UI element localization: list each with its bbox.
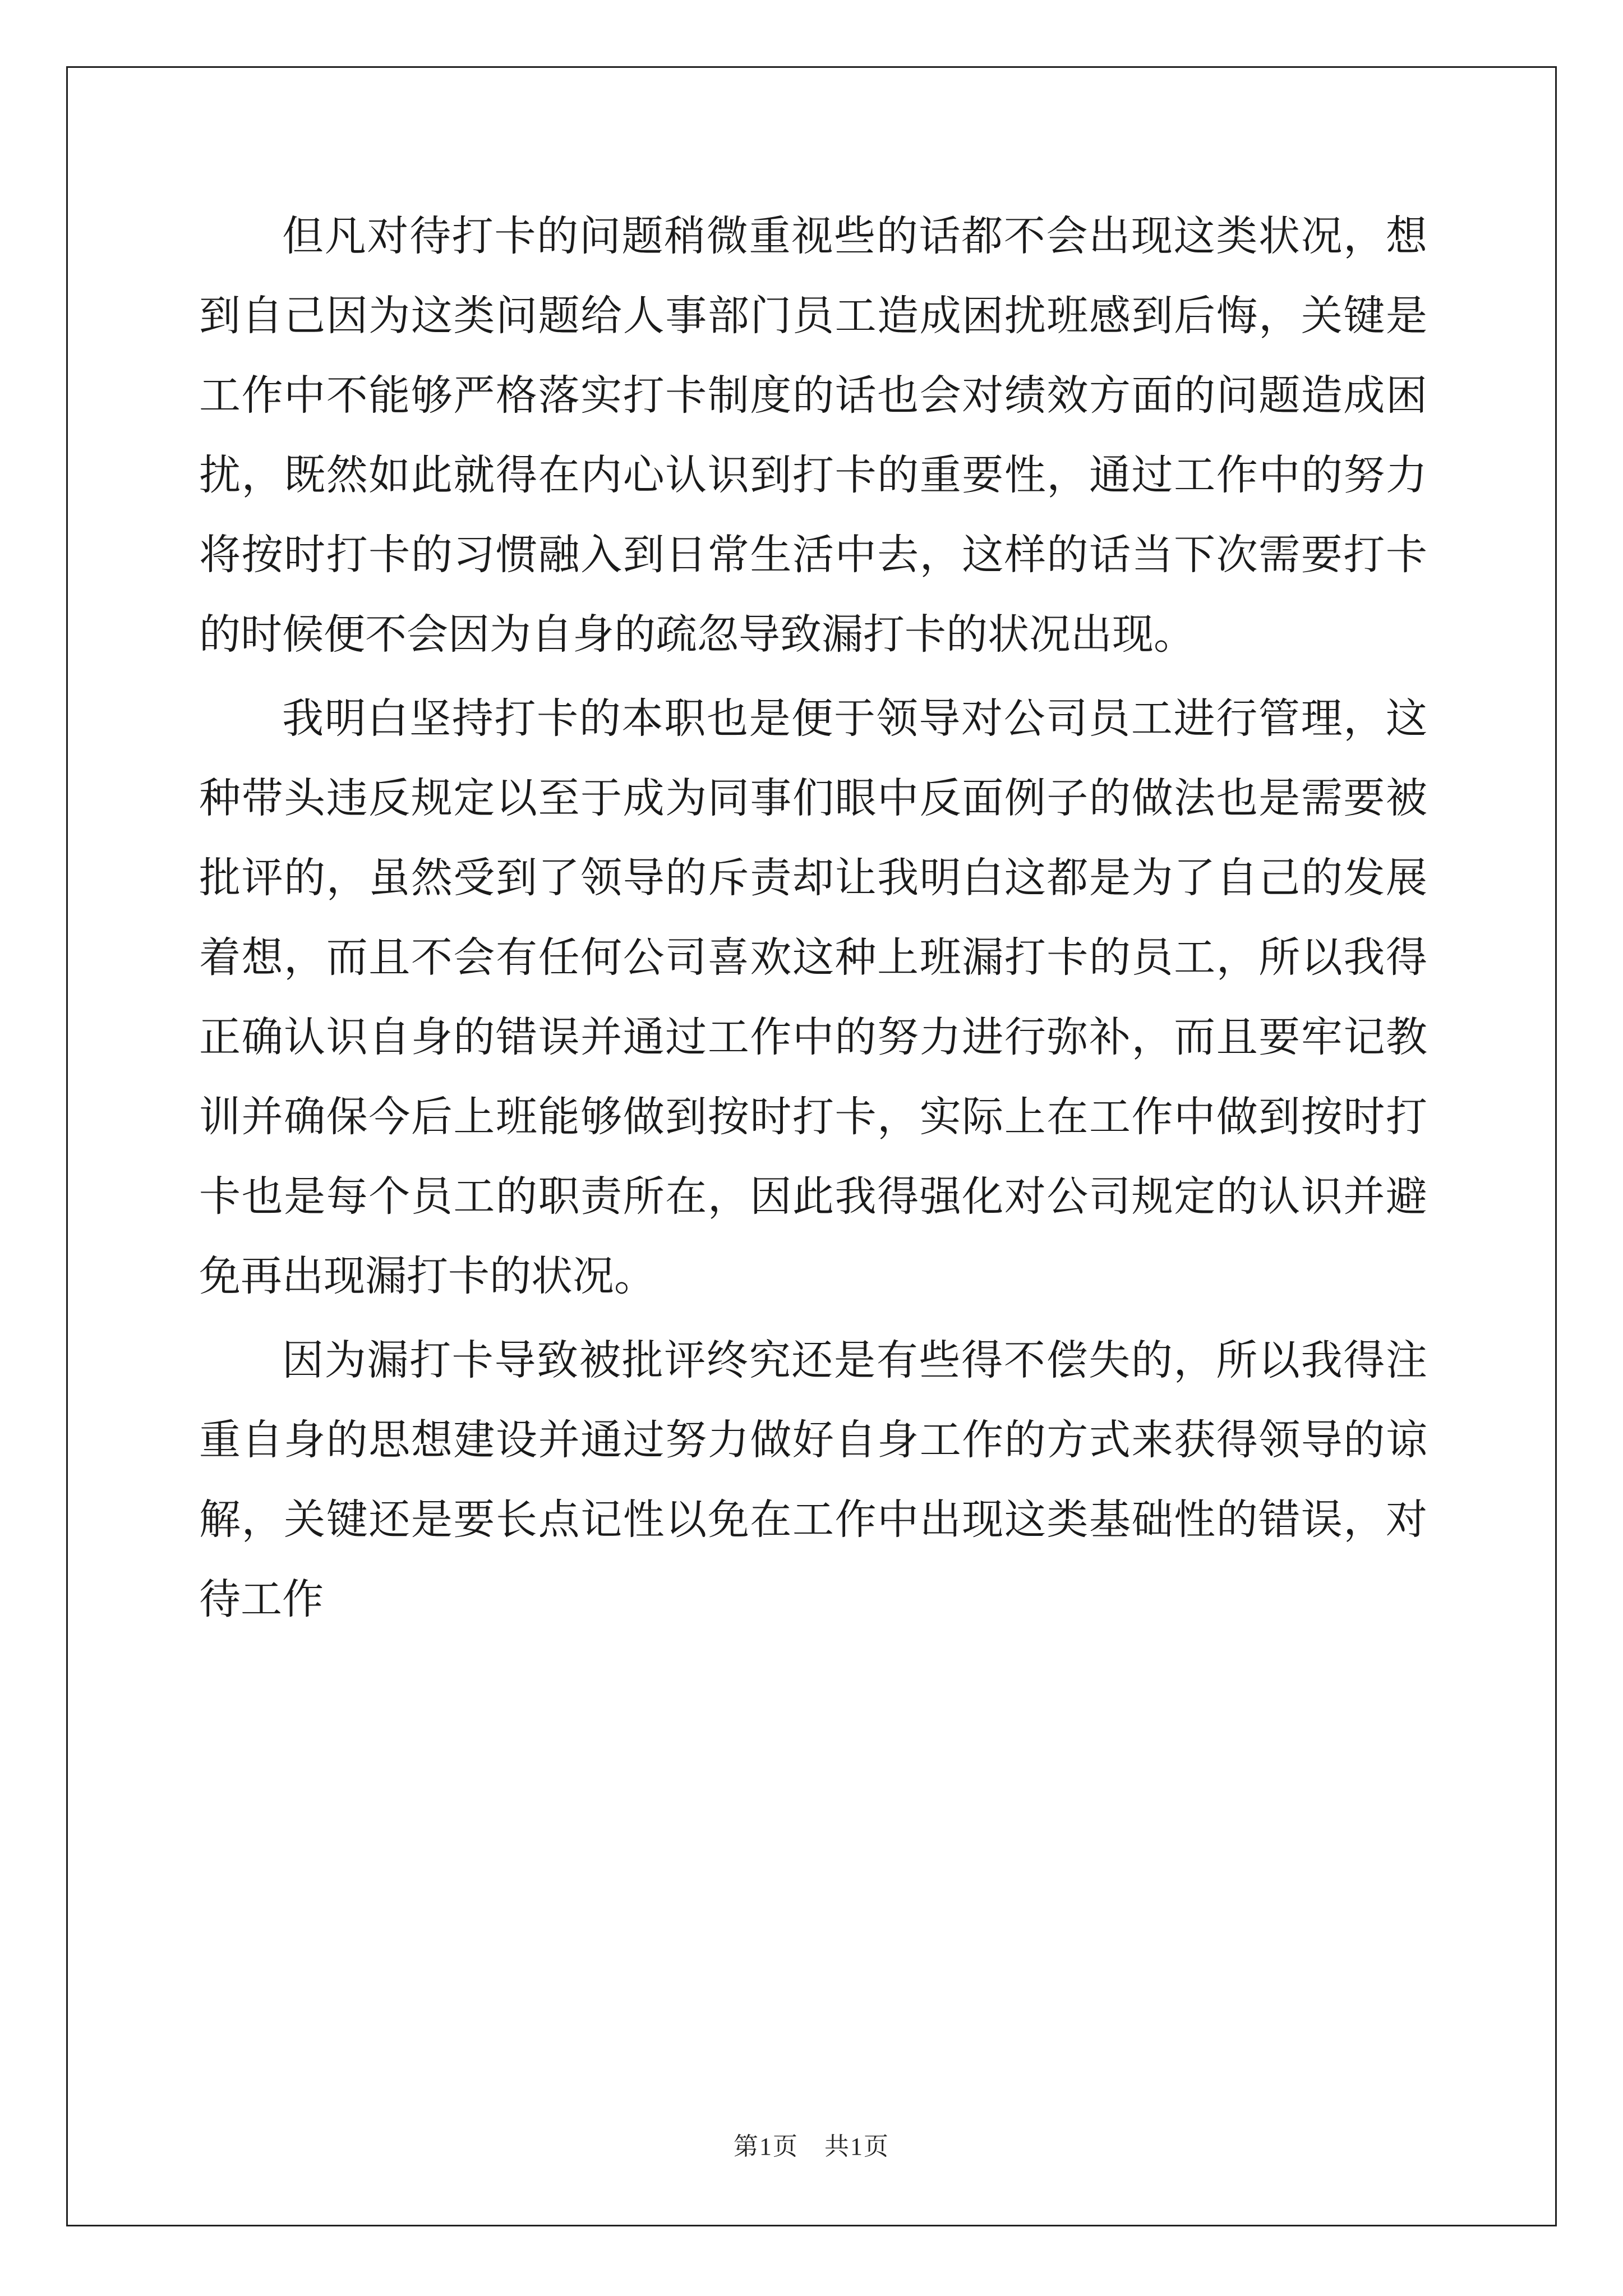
- paragraph-1: 但凡对待打卡的问题稍微重视些的话都不会出现这类状况，想到自己因为这类问题给人事部门员工造成困扰班感到后悔，关键是工作中不能够严格落实打卡制度的话也会对绩效方面的问题造成困扰，既然如此就得在内心认识到打卡的重要性，通过工作中的努力将按时打卡的习惯融入到日常生活中去，这样的话当下次需要打卡的时候便不会因为自身的疏忽导致漏打卡的状况出现。: [199, 212, 1427, 659]
- document-body: [199, 196, 1427, 1644]
- paragraph-3: 因为漏打卡导致被批评终究还是有些得不偿失的，所以我得注重自身的思想建设并通过努力做好自身工作的方式来获得领导的谅解，关键还是要长点记性以免在工作中出现这类基础性的错误，对待工作: [199, 1336, 1427, 1623]
- paragraph-2: 我明白坚持打卡的本职也是便于领导对公司员工进行管理，这种带头违反规定以至于成为同事们眼中反面例子的做法也是需要被批评的，虽然受到了领导的斥责却让我明白这都是为了自己的发展着想，而且不会有任何公司喜欢这种上班漏打卡的员工，所以我得正确认识自身的错误并通过工作中的努力进行弥补，而且要牢记教训并确保今后上班能够做到按时打卡，实际上在工作中做到按时打卡也是每个员工的职责所在，因此我得强化对公司规定的认识并避免再出现漏打卡的状况。: [199, 694, 1427, 1300]
- page-number-footer: 第1页 共1页: [734, 2133, 889, 2160]
